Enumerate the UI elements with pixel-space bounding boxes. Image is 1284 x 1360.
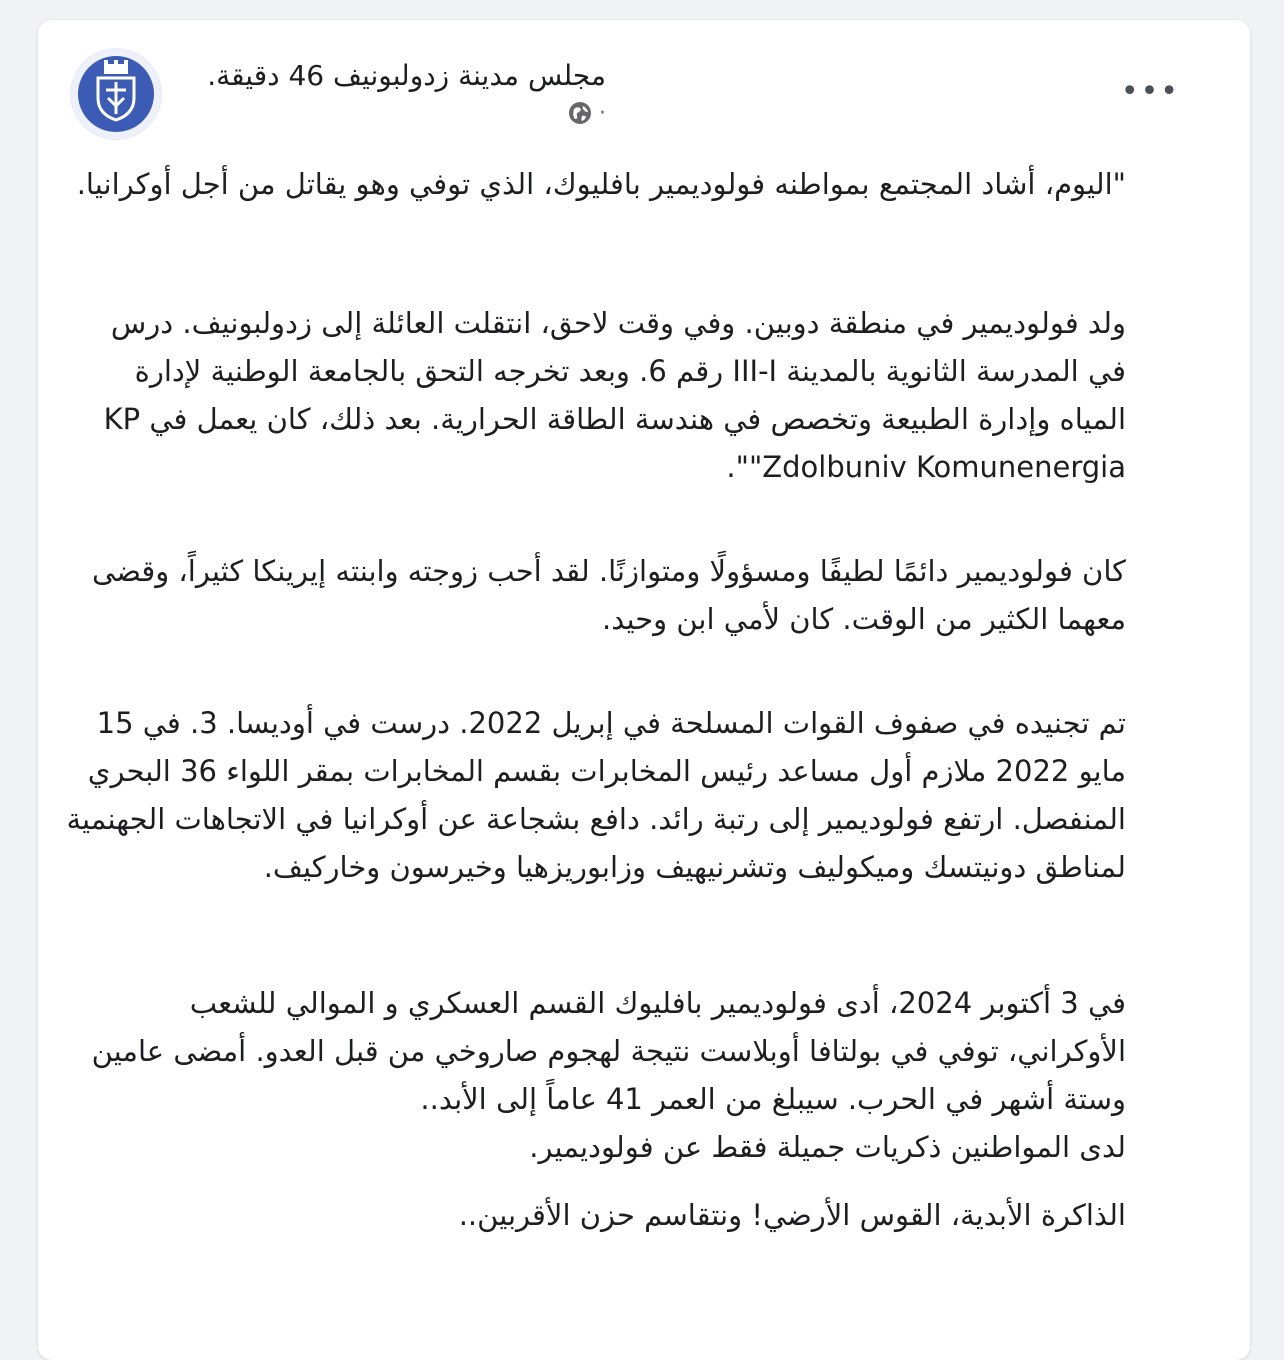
paragraph-6: لدى المواطنين ذكريات جميلة فقط عن فولوديمير. bbox=[529, 1130, 1126, 1164]
paragraph-4: تم تجنيده في صفوف القوات المسلحة في إبريل 2022. درست في أوديسا. 3. في 15 مايو 2022 ملازم أول مساعد رئيس المخابرات بقسم المخابرات بمقر اللواء 36 البحري المنفصل. ارتفع فولوديمير إلى رتبة رائد. دافع بشجاعة عن أوكرانيا في الاتجاهات الجهنمية لمناطق دونيتسك وميكوليف وتشرنيهيف وزابوريزهيا وخيرسون وخاركيف. bbox=[66, 706, 1126, 884]
post-text bbox=[64, 160, 1126, 1239]
post-meta bbox=[207, 58, 606, 126]
dot-separator: · bbox=[599, 100, 606, 126]
paragraph-1 bbox=[64, 160, 1126, 256]
paragraph-3: كان فولوديمير دائمًا لطيفًا ومسؤولًا ومتوازنًا. لقد أحب زوجته وابنته إيرينكا كثيراً، وقضى معهما الكثير من الوقت. كان لأمي ابن وحيد. bbox=[92, 554, 1126, 636]
post-card bbox=[38, 20, 1250, 1360]
globe-icon[interactable] bbox=[567, 100, 593, 126]
post-time[interactable]: 46 دقيقة. bbox=[207, 59, 325, 92]
ukraine-flag-icon bbox=[1098, 224, 1126, 244]
audience-row bbox=[207, 100, 606, 126]
paragraph-5: في 3 أكتوبر 2024، أدى فولوديمير بافليوك القسم العسكري و الموالي للشعب الأوكراني، توفي في بولتافا أوبلاست نتيجة لهجوم صاروخي من قبل العدو. أمضى عامين وستة أشهر في الحرب. سيبلغ من العمر 41 عاماً إلى الأبد.. bbox=[91, 986, 1126, 1116]
more-options-button[interactable]: ••• bbox=[1120, 74, 1180, 109]
paragraph-7: الذاكرة الأبدية، القوس الأرضي! ونتقاسم حزن الأقربين.. bbox=[458, 1198, 1126, 1232]
paragraph-2: ولد فولوديمير في منطقة دوبين. وفي وقت لاحق، انتقلت العائلة إلى زدولبونيف. درس في المدرسة الثانوية بالمدينة III-I رقم 6. وبعد تخرجه التحق بالجامعة الوطنية لإدارة المياه وإدارة الطبيعة وتخصص في هندسة الطاقة الحرارية. بعد ذلك، كان يعمل في KP "Zdolbuniv Komunenergia". bbox=[103, 306, 1126, 484]
post-header bbox=[38, 20, 1250, 150]
page-name[interactable]: مجلس مدينة زدولبونيف bbox=[333, 59, 606, 92]
avatar[interactable] bbox=[70, 48, 162, 140]
paragraph-1-text: "اليوم، أشاد المجتمع بمواطنه فولوديمير بافليوك، الذي توفي وهو يقاتل من أجل أوكرانيا. bbox=[76, 167, 1126, 201]
city-emblem-icon bbox=[70, 48, 162, 140]
